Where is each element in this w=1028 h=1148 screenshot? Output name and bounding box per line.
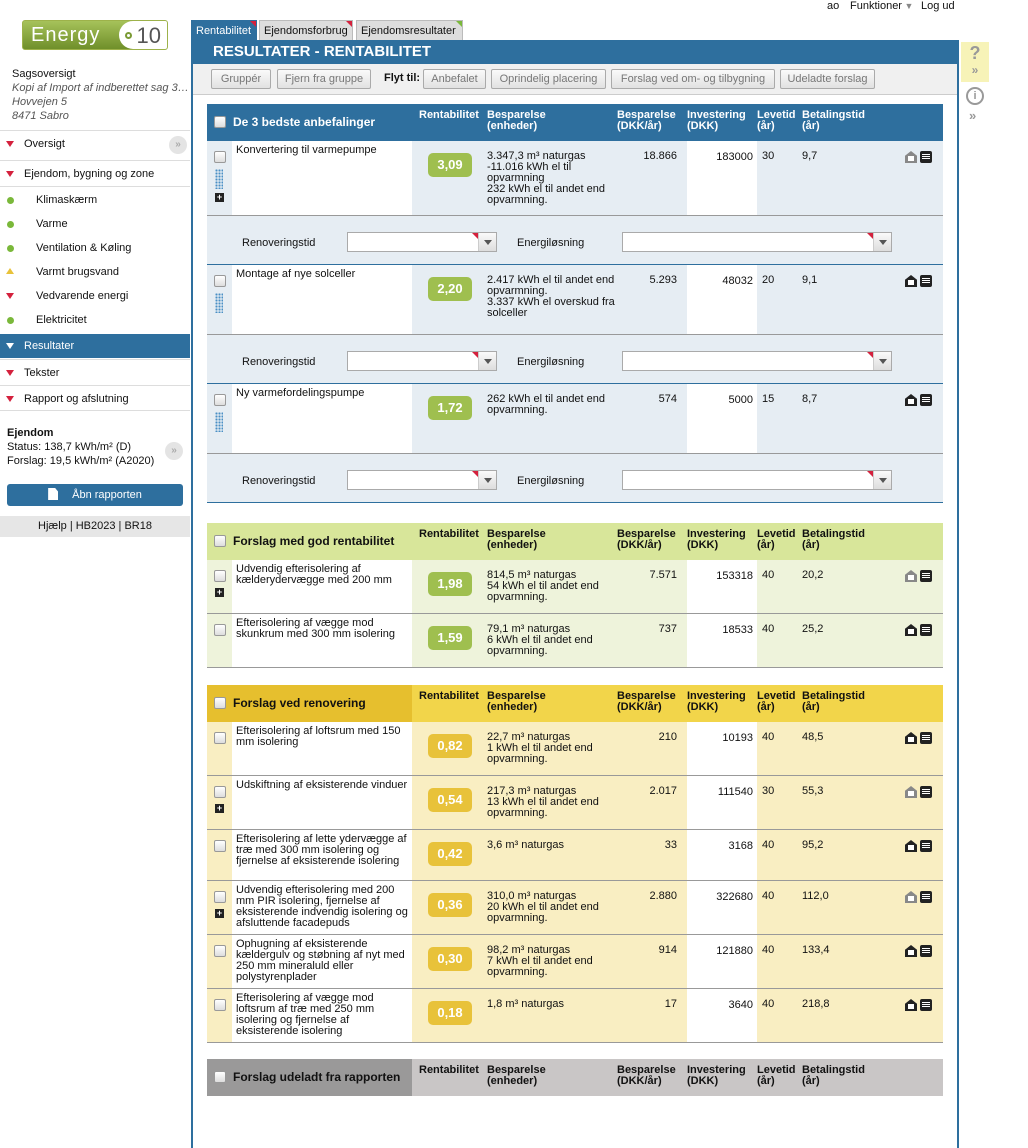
chevron-down-icon[interactable] <box>873 233 891 251</box>
savings-dkk: 18.866 <box>643 150 677 162</box>
main-panel <box>191 40 959 1148</box>
list-icon[interactable] <box>920 786 932 798</box>
measure-name: Efterisolering af lette ydervægge af træ med 300 mm isolering og fjernelse af eksisterende isolering <box>232 830 412 880</box>
col-besparelse-dkk: Besparelse (DKK/år) <box>617 1064 676 1087</box>
select-all-checkbox[interactable] <box>214 1071 226 1083</box>
status-green-icon <box>7 221 14 228</box>
case-address: Hovvejen 5 <box>12 96 68 108</box>
col-rentabilitet: Rentabilitet <box>419 690 479 702</box>
investment-input[interactable]: 18533 <box>687 614 757 667</box>
rentabilitet-badge: 0,82 <box>428 734 472 758</box>
savings-units: 217,3 m³ naturgas 13 kWh el til andet end opvarmning. <box>487 785 599 819</box>
measure-name: Ophugning af eksisterende kældergulv og støbning af nyt med 250 mm mineraluld eller polystyrenplader <box>232 935 412 988</box>
house-icon[interactable] <box>905 891 917 903</box>
payback-time: 20,2 <box>802 569 824 581</box>
investment-input[interactable]: 322680 <box>687 881 757 934</box>
list-icon[interactable] <box>920 840 932 852</box>
section-header <box>207 1059 943 1096</box>
section-title <box>207 104 412 141</box>
house-icon[interactable] <box>905 394 917 406</box>
case-title: Sagsoversigt <box>12 68 76 80</box>
document-icon <box>48 488 58 500</box>
section-title-text: Forslag ved renovering <box>233 696 366 710</box>
energy-solution-select[interactable] <box>622 470 892 490</box>
energy-solution-select[interactable] <box>622 232 892 252</box>
rentabilitet-badge: 0,54 <box>428 788 472 812</box>
list-icon[interactable] <box>920 891 932 903</box>
house-icon[interactable] <box>905 786 917 798</box>
payback-time: 9,7 <box>802 150 818 162</box>
nav-oversigt[interactable]: Oversigt » <box>0 130 190 158</box>
section-title <box>207 523 412 560</box>
row-actions <box>905 945 935 957</box>
rentabilitet-badge: 1,59 <box>428 626 472 650</box>
lifetime: 40 <box>762 623 775 635</box>
page-title: RESULTATER - RENTABILITET <box>193 40 957 64</box>
result-row <box>207 141 943 216</box>
col-rentabilitet: Rentabilitet <box>419 109 479 121</box>
status-red-icon <box>6 141 14 147</box>
chevron-down-icon[interactable] <box>873 352 891 370</box>
investment-input[interactable]: 121880 <box>687 935 757 988</box>
measure-name: Efterisolering af vægge mod loftsrum af træ med 250 mm isolering og fjernelse af eksisterende isolering <box>232 989 412 1042</box>
result-row <box>207 935 943 989</box>
nav-ejendom[interactable]: Ejendom, bygning og zone <box>0 160 190 187</box>
savings-units: 262 kWh el til andet end opvarmning. <box>487 393 606 416</box>
result-row <box>207 560 943 614</box>
row-actions <box>905 999 935 1011</box>
energy-solution-label: Energiløsning <box>517 475 585 487</box>
expand-plus-icon[interactable]: + <box>216 803 223 813</box>
renovation-options-row <box>207 454 943 503</box>
status-green-icon <box>7 245 14 252</box>
lifetime: 40 <box>762 998 775 1010</box>
result-row <box>207 989 943 1043</box>
result-row <box>207 265 943 335</box>
savings-units: 3.347,3 m³ naturgas -11.016 kWh el til opvarmning 232 kWh el til andet end opvarmning. <box>487 150 606 206</box>
result-row <box>207 881 943 935</box>
section-title-text: De 3 bedste anbefalinger <box>233 115 376 129</box>
house-icon[interactable] <box>905 275 917 287</box>
row-checkbox[interactable] <box>214 570 226 582</box>
lifetime: 40 <box>762 944 775 956</box>
col-besparelse-enheder: Besparelse (enheder) <box>487 109 546 132</box>
col-levetid: Levetid (år) <box>757 528 796 551</box>
investment-input[interactable]: 5000 <box>687 384 757 453</box>
nav-tekster[interactable]: Tekster <box>0 359 190 385</box>
row-checkbox[interactable] <box>214 394 226 406</box>
tab-rentabilitet[interactable]: Rentabilitet <box>191 20 257 40</box>
row-actions <box>905 151 935 163</box>
property-forslag: Forslag: 19,5 kWh/m² (A2020) <box>7 455 155 467</box>
house-icon[interactable] <box>905 999 917 1011</box>
energy-solution-label: Energiløsning <box>517 237 585 249</box>
rentabilitet-badge: 0,36 <box>428 893 472 917</box>
rentabilitet-badge: 0,30 <box>428 947 472 971</box>
row-actions <box>905 275 935 287</box>
expand-icon[interactable]: » <box>969 108 977 123</box>
select-all-checkbox[interactable] <box>214 697 226 709</box>
list-icon[interactable] <box>920 151 932 163</box>
col-levetid: Levetid (år) <box>757 1064 796 1087</box>
col-besparelse-dkk: Besparelse (DKK/år) <box>617 109 676 132</box>
savings-units: 814,5 m³ naturgas 54 kWh el til andet end opvarmning. <box>487 569 599 603</box>
row-actions <box>905 840 935 852</box>
status-red-icon <box>6 396 14 402</box>
measure-name: Efterisolering af vægge mod skunkrum med 300 mm isolering <box>232 614 412 667</box>
chevron-down-icon: ▼ <box>901 1 914 11</box>
investment-input[interactable]: 3640 <box>687 989 757 1042</box>
investment-input[interactable]: 10193 <box>687 722 757 775</box>
section-title <box>207 685 412 722</box>
expand-icon[interactable]: » <box>165 442 183 460</box>
status-green-icon <box>7 197 14 204</box>
result-row <box>207 614 943 668</box>
measure-name: Montage af nye solceller <box>232 265 412 334</box>
property-status: Status: 138,7 kWh/m² (D) <box>7 441 132 453</box>
row-checkbox[interactable] <box>214 840 226 852</box>
row-checkbox[interactable] <box>214 151 226 163</box>
col-besparelse-enheder: Besparelse (enheder) <box>487 690 546 713</box>
house-icon[interactable] <box>905 151 917 163</box>
lifetime: 20 <box>762 274 775 286</box>
col-investering: Investering (DKK) <box>687 528 746 551</box>
investment-input[interactable]: 48032 <box>687 265 757 334</box>
lifetime: 30 <box>762 150 775 162</box>
help-strip <box>961 42 989 126</box>
payback-time: 55,3 <box>802 785 824 797</box>
lifetime: 40 <box>762 569 775 581</box>
section-title-text: Forslag med god rentabilitet <box>233 534 395 548</box>
expand-plus-icon[interactable]: + <box>216 908 223 918</box>
chevron-down-icon[interactable] <box>873 471 891 489</box>
sub-ventilation[interactable]: Ventilation & Køling <box>0 236 190 260</box>
list-icon[interactable] <box>920 732 932 744</box>
house-icon[interactable] <box>905 945 917 957</box>
house-icon[interactable] <box>905 840 917 852</box>
renovation-time-select[interactable] <box>347 470 497 490</box>
list-icon[interactable] <box>920 624 932 636</box>
result-row <box>207 384 943 454</box>
property-summary <box>7 426 154 468</box>
tab-ejendomsresultater[interactable]: Ejendomsresultater <box>356 20 463 40</box>
col-besparelse-enheder: Besparelse (enheder) <box>487 528 546 551</box>
col-besparelse-dkk: Besparelse (DKK/år) <box>617 528 676 551</box>
result-row <box>207 776 943 830</box>
measure-name: Efterisolering af loftsrum med 150 mm isolering <box>232 722 412 775</box>
chevron-down-icon[interactable] <box>478 352 496 370</box>
rentabilitet-badge: 1,72 <box>428 396 472 420</box>
user-name: ao <box>827 0 840 12</box>
section-title-text: Forslag udeladt fra rapporten <box>233 1070 401 1084</box>
sub-varmt-brugsvand[interactable]: Varmt brugsvand <box>0 260 190 284</box>
energy-solution-label: Energiløsning <box>517 356 585 368</box>
row-checkbox[interactable] <box>214 999 226 1011</box>
investment-input[interactable]: 183000 <box>687 141 757 215</box>
savings-dkk: 574 <box>658 393 677 405</box>
measure-name: Ny varmefordelingspumpe <box>232 384 412 453</box>
rentabilitet-badge: 3,09 <box>428 153 472 177</box>
savings-dkk: 33 <box>664 839 677 851</box>
savings-units: 2.417 kWh el til andet end opvarmning. 3.337 kWh el overskud fra solceller <box>487 274 615 319</box>
col-besparelse-enheder: Besparelse (enheder) <box>487 1064 546 1087</box>
row-actions <box>905 394 935 406</box>
sub-elektricitet[interactable]: Elektricitet <box>0 308 190 332</box>
col-betalingstid: Betalingstid (år) <box>802 1064 865 1087</box>
savings-dkk: 7.571 <box>649 569 677 581</box>
move-excluded-button[interactable]: Udeladte forslag <box>780 69 875 89</box>
savings-units: 98,2 m³ naturgas 7 kWh el til andet end opvarmning. <box>487 944 593 978</box>
lifetime: 40 <box>762 731 775 743</box>
payback-time: 133,4 <box>802 944 830 956</box>
renovation-time-label: Renoveringstid <box>242 356 316 368</box>
move-renovation-button[interactable]: Forslag ved om- og tilbygning <box>611 69 775 89</box>
status-red-icon <box>6 370 14 376</box>
lifetime: 40 <box>762 839 775 851</box>
payback-time: 95,2 <box>802 839 824 851</box>
list-icon[interactable] <box>920 945 932 957</box>
col-rentabilitet: Rentabilitet <box>419 528 479 540</box>
payback-time: 25,2 <box>802 623 824 635</box>
savings-dkk: 17 <box>664 998 677 1010</box>
nav-rapport[interactable]: Rapport og afslutning <box>0 385 190 411</box>
row-checkbox[interactable] <box>214 786 226 798</box>
col-investering: Investering (DKK) <box>687 1064 746 1087</box>
result-row <box>207 722 943 776</box>
col-betalingstid: Betalingstid (år) <box>802 690 865 713</box>
move-to-label: Flyt til: <box>384 72 421 84</box>
help-links[interactable]: Hjælp | HB2023 | BR18 <box>0 516 190 537</box>
savings-units: 22,7 m³ naturgas 1 kWh el til andet end opvarmning. <box>487 731 593 765</box>
list-icon[interactable] <box>920 394 932 406</box>
savings-dkk: 2.880 <box>649 890 677 902</box>
sub-vedvarende[interactable]: Vedvarende energi <box>0 284 190 308</box>
expand-icon[interactable]: » <box>169 136 187 154</box>
house-icon[interactable] <box>905 570 917 582</box>
status-red-icon <box>6 293 14 299</box>
measure-name: Udvendig efterisolering af kælderydervægge med 200 mm <box>232 560 412 613</box>
investment-input[interactable]: 3168 <box>687 830 757 880</box>
lifetime: 40 <box>762 890 775 902</box>
section-header <box>207 104 943 141</box>
drag-handle-icon[interactable] <box>215 412 223 432</box>
payback-time: 218,8 <box>802 998 830 1010</box>
savings-units: 3,6 m³ naturgas <box>487 839 565 851</box>
col-investering: Investering (DKK) <box>687 109 746 132</box>
list-icon[interactable] <box>920 275 932 287</box>
col-levetid: Levetid (år) <box>757 109 796 132</box>
lifetime: 15 <box>762 393 775 405</box>
col-betalingstid: Betalingstid (år) <box>802 528 865 551</box>
expand-plus-icon[interactable]: + <box>216 192 223 202</box>
payback-time: 9,1 <box>802 274 818 286</box>
measure-name: Konvertering til varmepumpe <box>232 141 412 215</box>
payback-time: 112,0 <box>802 890 829 902</box>
result-row <box>207 830 943 881</box>
status-icon <box>6 343 14 349</box>
remove-group-button[interactable]: Fjern fra gruppe <box>277 69 371 89</box>
info-icon[interactable]: i <box>966 87 984 105</box>
energy-solution-select[interactable] <box>622 351 892 371</box>
help-question-icon[interactable]: ? » <box>961 42 989 82</box>
logout-link[interactable]: Log ud <box>921 0 955 12</box>
status-red-icon <box>6 171 14 177</box>
savings-dkk: 5.293 <box>649 274 677 286</box>
move-original-button[interactable]: Oprindelig placering <box>491 69 606 89</box>
col-rentabilitet: Rentabilitet <box>419 1064 479 1076</box>
status-green-icon <box>7 317 14 324</box>
row-actions <box>905 624 935 636</box>
toolbar <box>193 64 957 94</box>
savings-dkk: 210 <box>658 731 677 743</box>
status-warning-icon <box>6 268 14 274</box>
list-icon[interactable] <box>920 999 932 1011</box>
case-overview[interactable] <box>12 67 190 123</box>
savings-dkk: 737 <box>658 623 677 635</box>
renovation-time-label: Renoveringstid <box>242 237 316 249</box>
measure-name: Udvendig efterisolering med 200 mm PIR isolering, fjernelse af eksisterende indvendig isolering og afsluttende facadepuds <box>232 881 412 934</box>
list-icon[interactable] <box>920 570 932 582</box>
row-actions <box>905 786 935 798</box>
savings-dkk: 2.017 <box>649 785 677 797</box>
measure-name: Udskiftning af eksisterende vinduer <box>232 776 412 829</box>
section-title <box>207 1059 412 1096</box>
col-besparelse-dkk: Besparelse (DKK/år) <box>617 690 676 713</box>
rentabilitet-badge: 0,18 <box>428 1001 472 1025</box>
col-betalingstid: Betalingstid (år) <box>802 109 865 132</box>
sidebar <box>0 0 190 1148</box>
rentabilitet-badge: 1,98 <box>428 572 472 596</box>
rentabilitet-badge: 2,20 <box>428 277 472 301</box>
savings-units: 79,1 m³ naturgas 6 kWh el til andet end opvarmning. <box>487 623 593 657</box>
row-checkbox[interactable] <box>214 732 226 744</box>
functions-menu[interactable]: Funktioner ▼ <box>850 0 914 12</box>
savings-units: 310,0 m³ naturgas 20 kWh el til andet end opvarmning. <box>487 890 599 924</box>
lifetime: 30 <box>762 785 775 797</box>
section-header <box>207 685 943 722</box>
savings-units: 1,8 m³ naturgas <box>487 998 565 1010</box>
savings-dkk: 914 <box>658 944 677 956</box>
section-header <box>207 523 943 560</box>
property-title: Ejendom <box>7 427 54 439</box>
tab-ejendomsforbrug[interactable]: Ejendomsforbrug <box>259 20 353 40</box>
row-checkbox[interactable] <box>214 275 226 287</box>
row-checkbox[interactable] <box>214 945 226 957</box>
renovation-options-row <box>207 335 943 384</box>
renovation-time-label: Renoveringstid <box>242 475 316 487</box>
energy10-logo[interactable]: Energy 10 <box>22 20 168 50</box>
group-button[interactable]: Gruppér <box>211 69 271 89</box>
nav-resultater[interactable]: Resultater <box>0 334 190 358</box>
select-all-checkbox[interactable] <box>214 116 226 128</box>
expand-plus-icon[interactable]: + <box>216 587 223 597</box>
payback-time: 48,5 <box>802 731 824 743</box>
row-checkbox[interactable] <box>214 624 226 636</box>
chevron-down-icon[interactable] <box>478 471 496 489</box>
rentabilitet-badge: 0,42 <box>428 842 472 866</box>
renovation-time-select[interactable] <box>347 232 497 252</box>
drag-handle-icon[interactable] <box>215 293 223 313</box>
move-recommended-button[interactable]: Anbefalet <box>423 69 486 89</box>
row-actions <box>905 570 935 582</box>
investment-input[interactable]: 111540 <box>687 776 757 829</box>
renovation-time-select[interactable] <box>347 351 497 371</box>
select-all-checkbox[interactable] <box>214 535 226 547</box>
case-name: Kopi af Import af indberettet sag 3… <box>12 82 189 94</box>
drag-handle-icon[interactable] <box>215 169 223 189</box>
case-city: 8471 Sabro <box>12 110 69 122</box>
sub-klimaskaerm[interactable]: Klimaskærm <box>0 188 190 212</box>
row-checkbox[interactable] <box>214 891 226 903</box>
row-actions <box>905 891 935 903</box>
col-levetid: Levetid (år) <box>757 690 796 713</box>
row-actions <box>905 732 935 744</box>
payback-time: 8,7 <box>802 393 818 405</box>
house-icon[interactable] <box>905 732 917 744</box>
renovation-options-row <box>207 216 943 265</box>
col-investering: Investering (DKK) <box>687 690 746 713</box>
house-icon[interactable] <box>905 624 917 636</box>
chevron-down-icon[interactable] <box>478 233 496 251</box>
investment-input[interactable]: 153318 <box>687 560 757 613</box>
sub-varme[interactable]: Varme <box>0 212 190 236</box>
open-report-button[interactable]: Åbn rapporten <box>7 484 183 506</box>
